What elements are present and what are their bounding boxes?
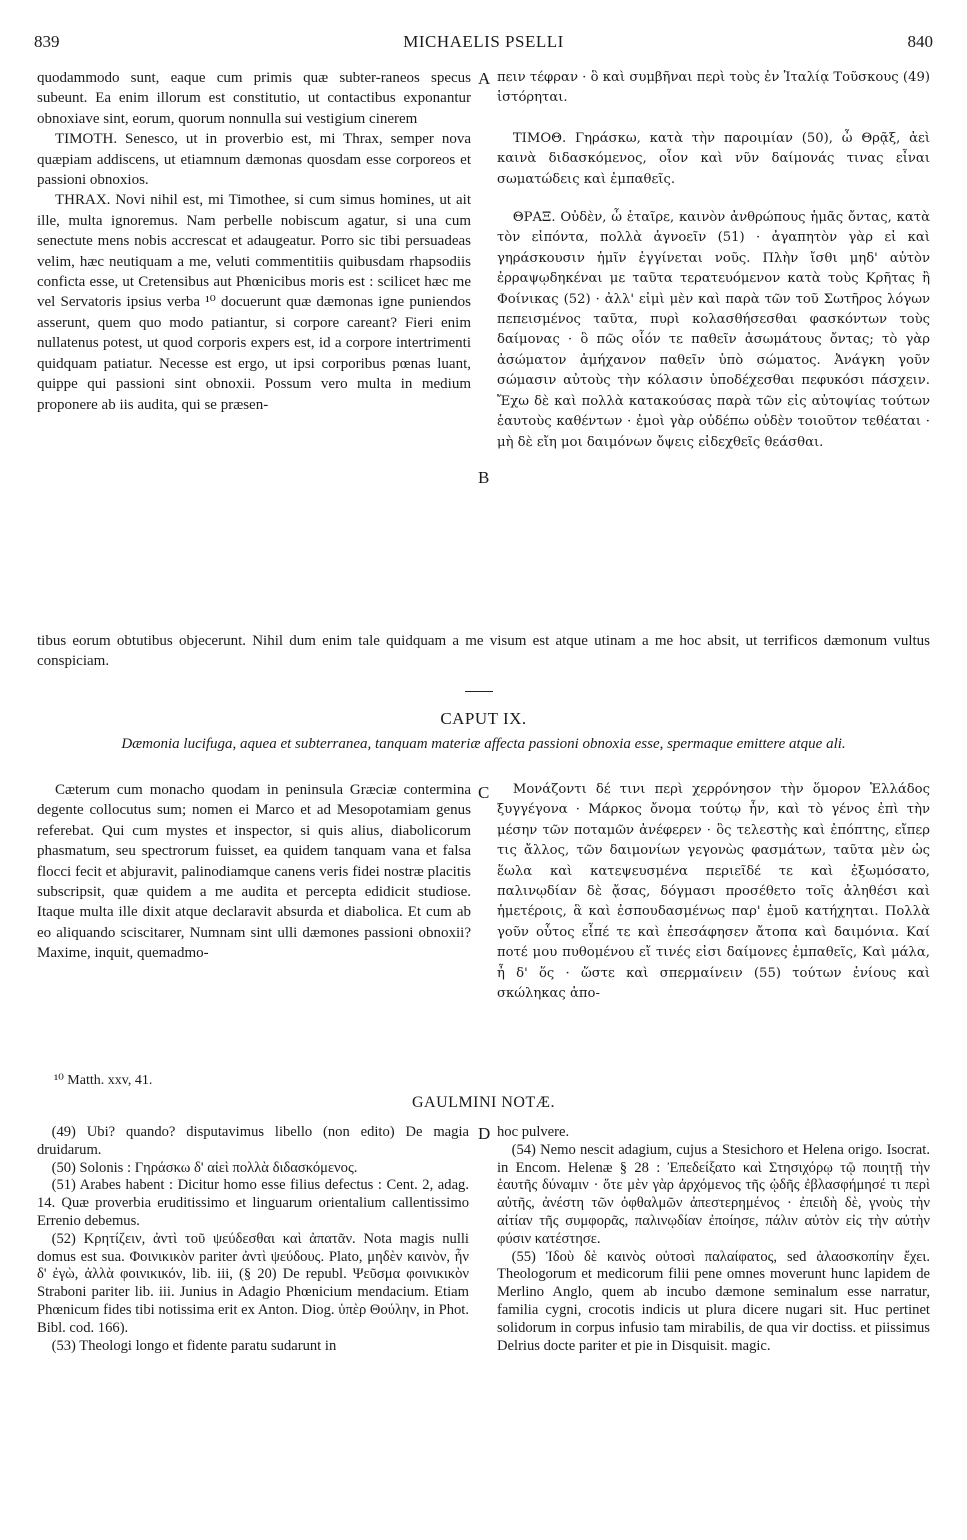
notes-heading: GAULMINI NOTÆ. [412,1094,555,1111]
latin-paragraph-thrax: THRAX. Novi nihil est, mi Timothee, si cum simus homines, ut ait ille, multa ignoremus. Nam perbelle nobiscum agatur, si una cum senectute mens nobis accrescat et adaugeatur. Porro sic tibi persuadeas velim, hæc neutiquam a me, veluti commentitiis quibusdam rhapsodiis conficta esse, ut Cretensibus aut Phœnicibus moris est : scilicet hæc me vel Servatoris ipsius verba ¹⁰ docuerunt quæ dæmonas igne puniendos asserunt, quem quo modo patiantur, si corpore careant? Fieri enim nullatenus potest, ut quod corporis expers est, id a corpore intertrimenti quidquam patiatur. Necesse est ergo, ut ipsi corporibus pœnas luant, quippe qui passioni sint obnoxii. Possum vero multa in medium proponere ab iis audita, qui se præsen- [37,192,471,413]
greek-paragraph: πειν τέφραν · ὃ καὶ συμβῆναι περὶ τοὺς ἐν Ἰταλίᾳ Τοῦσκους (49) ἱστόρηται. [497,70,930,106]
section-divider [465,691,493,692]
note-49: (49) Ubi? quando? disputavimus libello (non edito) De magia druidarum. [37,1124,469,1158]
note-50: (50) Solonis : Γηράσκω δ' αἰεὶ πολλὰ διδασκόμενος. [51,1159,358,1176]
page-number-left: 839 [34,32,60,51]
greek-paragraph-thrax: ΘΡΑΞ. Οὐδὲν, ὦ ἑταῖρε, καινὸν ἀνθρώπους ἡμᾶς ὄντας, κατὰ τὸν εἰπόντα, πολλὰ ἀγνοεῖν (51) · ἀγαπητὸν γὰρ εἰ καὶ γηράσκουσιν ἡμῖν ἐγγίνεται νοῦς. Πλὴν ἴσθι μηδ' αὐτὸν ἐρραψῳδηκέναι με ταῦτα τερατευόμενον κατὰ τοὺς Κρῆτας ἢ Φοίνικας (52) · ἀλλ' εἰμὶ μὲν καὶ παρὰ τῶν τοῦ Σωτῆρος λόγων πεπεισμένος ταῦτα, πυρὶ κολασθήσεσθαι φασκόντων τοὺς δαίμονας · ὃ πῶς οἷόν τε παθεῖν ἀσωμάτους ὄντας; τὸ γὰρ ἀσώματον ἀμήχανον παθεῖν ὑπὸ σώματος. Ἀνάγκη γοῦν σώμασιν αὐτοὺς τὴν κόλασιν ὑποδέχεσθαι πεφυκόσι πάσχειν. Ἔχω δὲ καὶ πολλὰ κατακούσας παρὰ τῶν εἰς αὐτοψίας τούτων ἑαυτοὺς καθέντων · ἐμοὶ γὰρ οὐδέπω οὐδὲν τοιοῦτον τεθέαται · μὴ δὲ εἴη μοι δαιμόνων ὄψεις εἰδεχθεῖς θεάσθαι. [497,210,930,450]
page-number-right: 840 [907,32,933,51]
running-header [34,32,933,56]
latin-column-top [37,68,471,415]
greek-column-top [497,68,930,453]
full-width-continuation: tibus eorum obtutibus objecerunt. Nihil dum enim tale quidquam a me visum est atque utinam a me hoc absit, ut terrificos dæmonum vultus conspiciam. [37,633,930,670]
margin-marker-d: D [478,1124,491,1143]
margin-marker-b: B [478,468,490,487]
margin-marker-c: C [478,783,490,802]
latin-paragraph-timotheus: TIMOTH. Senesco, ut in proverbio est, mi Thrax, semper nova quæpiam addiscens, ut etiamnum dæmonas quosdam esse corporeos et passioni obnoxios. [37,131,471,189]
running-title: MICHAELIS PSELLI [403,32,564,51]
chapter-heading: CAPUT IX. [440,709,527,728]
greek-paragraph-timotheus: TIMOΘ. Γηράσκω, κατὰ τὴν παροιμίαν (50), ὦ Θρᾷξ, ἀεὶ καινὰ διδασκόμενος, οἷον καὶ νῦν δαίμονάς τινας εἶναι σωματώδεις καὶ ἐμπαθεῖς. [497,130,930,187]
latin-paragraph: quodammodo sunt, eaque cum primis quæ subter-raneos specus subeunt. Ea enim illorum est constitutio, ut contactibus exponantur obnoxiave sint, eorum, quorum nonnulla sui vestigium cinerem [37,70,471,127]
notes-left-column [37,1124,469,1355]
margin-marker-a: A [478,69,491,88]
note-55: (55) Ἰδοὺ δὲ καινὸς οὑτοσὶ παλαίφατος, sed ἀλαοσκοπίην ἔχει. Theologorum et medicorum filii pene omnes moverunt hunc lapidem de Merlino Anglo, quem ab incubo dæmone seminalum esse narratur, familia cygni, crocotis indicis ut plura dicere nugari sit. Huc pertinet solidorum in corpus infusio tam mirabilis, de qua vir doctiss. et piissimus Delrius docte pariter et pie in Disquisit. magic. [497,1248,930,1354]
footnote: ¹⁰ Matth. xxv, 41. [54,1073,153,1088]
greek-chapter-text: Μονάζοντι δέ τινι περὶ χερρόνησον τὴν ὅμορον Ἑλλάδος ξυγγέγονα · Μάρκος ὄνομα τούτῳ ἦν, καὶ τὸ γένος ἐπὶ τὴν μέσην τῶν ποταμῶν ἀνέφερεν · ὃς τελεστὴς καὶ ἐπόπτης, εἴπερ τις ἄλλος, τῶν δαιμονίων γεγονὼς φασμάτων, ταῦτα μὲν ὡς ἕωλα καὶ κατεψευσμένα περιεῖδέ τε καὶ ἐξωμόσατο, παλινῳδίαν δὲ ᾄσας, δόγμασι προσέθετο τοῖς ἀληθέσι καὶ ἡμετέροις, ἃ καὶ ἐσπουδασμένως παρ' ἐμοῦ κατήχηται. Πολλὰ γοῦν οὗτος εἶπέ τε καὶ ἐπεσάφησεν ἄτοπα καὶ δαιμόνια. Καί ποτέ μου πυθομένου εἴ τινές εἰσι δαίμονες ἐμπαθεῖς, Καὶ μάλα, ἦ δ' ὅς · ὥστε καὶ σπερμαίνειν (55) τούτων ἐνίους καὶ σκώληκας ἀπο- [497,782,930,1002]
note-53: (53) Theologi longo et fidente paratu sudarunt in [51,1337,337,1354]
note-53-continued: hoc pulvere. [497,1124,570,1140]
note-52: (52) Κρητίζειν, ἀντὶ τοῦ ψεύδεσθαι καὶ ἀπατᾶν. Nota magis nulli domus est sua. Φοινικικὸν pariter ἀντὶ ψεύδους. Plato, μηδὲν καινὸν, ἦν δ' ἐγὼ, ἀλλὰ φοινικικόν, lib. iii, (§ 20) De republ. Ψεῦσμα φοινικικὸν Straboni pariter lib. iii. Junius in Adagio Phœnicium mendacium. Etiam Phœnicum fides tibi notissima erit ex Anton. Diog. ὑπὲρ Θούλην, in Phot. Bibl. cod. 166). [37,1230,469,1336]
notes-right-column [497,1124,930,1355]
note-54: (54) Nemo nescit adagium, cujus a Stesichoro et Helena origo. Isocrat. in Encom. Helenæ § 28 : Ἐπεδείξατο καὶ Στησιχόρῳ τῷ ποιητῇ τὴν ἑαυτῆς δύναμιν · ὅτε μὲν γὰρ ἀρχόμενος τῆς ᾠδῆς ἐβλασφήμησέ τι περὶ αὐτῆς, ἀνέστη τῶν ὀφθαλμῶν ἀπεστερημένος · ἐπειδὴ δὲ, γνοὺς τὴν αἰτίαν τῆς συμφορᾶς, παλινῳδίαν ἐποίησε, πάλιν αὐτὸν εἰς τὴν αὐτὴν φύσιν κατέστησε. [497,1141,930,1247]
chapter-subtitle: Dæmonia lucifuga, aquea et subterranea, tanquam materiæ affecta passioni obnoxia esse, spermaque emittere atque ali. [121,736,846,752]
note-51: (51) Arabes habent : Dicitur homo esse filius defectus : Cent. 2, adag. 14. Quæ proverbia eruditissimo et linguarum orientalium callentissimo Errenio debemus. [37,1177,469,1229]
latin-chapter-text: Cæterum cum monacho quodam in peninsula Græciæ contermina degente collocutus sum; nomen ei Marco et ad Mesopotamiam genus referebat. Qui cum mystes et inspector, si quis alius, diabolicorum phasmatum, seu spectrorum fuisset, ea quidem tanquam vana et falsa flocci fecit et abjuravit, palinodiamque canens veris fidei nostræ placitis subscripsit, quæ quidem a me audita et percepta edidicit studiose. Itaque multa ille dixit atque declaravit absurda et diabolica. Et cum ab eo aliquando sciscitarer, Numnam sint ulli dæmones passioni obnoxii? Maxime, inquit, quemadmo- [37,782,471,962]
